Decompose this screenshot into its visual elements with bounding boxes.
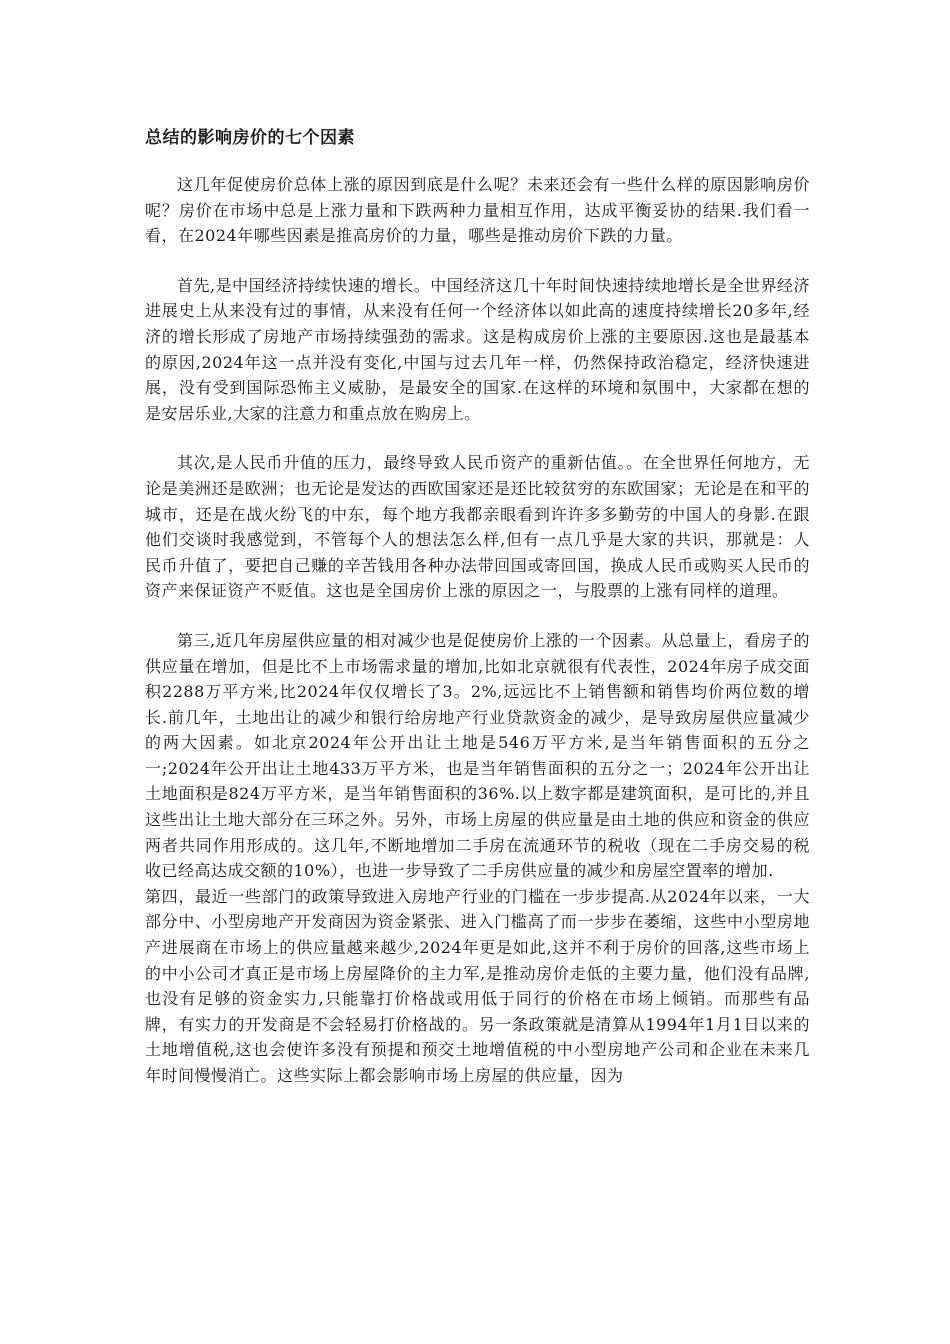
paragraph-intro: 这几年促使房价总体上涨的原因到底是什么呢？未来还会有一些什么样的原因影响房价呢？房价在市场中总是上涨力量和下跌两种力量相互作用，达成平衡妥协的结果.我们看一看，在2024年哪些因素是推高房价的力量，哪些是推动房价下跌的力量。	[145, 175, 810, 246]
document-page	[145, 124, 810, 1089]
paragraph-first-factor: 首先,是中国经济持续快速的增长。中国经济这几十年时间快速持续地增长是全世界经济进展史上从来没有过的事情，从来没有任何一个经济体以如此高的速度持续增长20多年,经济的增长形成了房地产市场持续强劲的需求。这是构成房价上涨的主要原因.这也是最基本的原因,2024年这一点并没有变化,中国与过去几年一样，仍然保持政治稳定，经济快速进展，没有受到国际恐怖主义威胁，是最安全的国家.在这样的环境和氛围中，大家都在想的是安居乐业,大家的注意力和重点放在购房上。	[145, 275, 810, 423]
document-title: 总结的影响房价的七个因素	[145, 128, 355, 148]
paragraph-third-factor: 第三,近几年房屋供应量的相对减少也是促使房价上涨的一个因素。从总量上，看房子的供应量在增加，但是比不上市场需求量的增加,比如北京就很有代表性，2024年房子成交面积2288万平方米,比2024年仅仅增长了3。2%,远远比不上销售额和销售均价两位数的增长.前几年，土地出让的减少和银行给房地产行业贷款资金的减少，是导致房屋供应量减少的两大因素。如北京2024年公开出让土地是546万平方米,是当年销售面积的五分之一;2024年公开出让土地433万平方米，也是当年销售面积的五分之一；2024年公开出让土地面积是824万平方米，是当年销售面积的36%.以上数字都是建筑面积，是可比的,并且这些出让土地大部分在三环之外。另外，市场上房屋的供应量是由土地的供应和资金的供应两者共同作用形成的。这几年,不断地增加二手房在流通环节的税收（现在二手房交易的税收已经高达成交额的10%），也进一步导致了二手房供应量的减少和房屋空置率的增加.	[145, 630, 810, 881]
paragraph-second-factor: 其次,是人民币升值的压力，最终导致人民币资产的重新估值。。在全世界任何地方，无论是美洲还是欧洲；也无论是发达的西欧国家还是还比较贫穷的东欧国家；无论是在和平的城市，还是在战火纷飞的中东，每个地方我都亲眼看到许许多多勤劳的中国人的身影.在跟他们交谈时我感觉到，不管每个人的想法怎么样,但有一点几乎是大家的共识，那就是：人民币升值了，要把自己赚的辛苦钱用各种办法带回国或寄回国，换成人民币或购买人民币的资产来保证资产不贬值。这也是全国房价上涨的原因之一，与股票的上涨有同样的道理。	[145, 453, 810, 601]
paragraph-fourth-factor: 第四，最近一些部门的政策导致进入房地产行业的门槛在一步步提高.从2024年以来，一大部分中、小型房地产开发商因为资金紧张、进入门槛高了而一步步在萎缩，这些中小型房地产进展商在市场上的供应量越来越少,2024年更是如此,这并不利于房价的回落,这些市场上的中小公司才真正是市场上房屋降价的主力军,是推动房价走低的主要力量，他们没有品牌,也没有足够的资金实力,只能靠打价格战或用低于同行的价格在市场上倾销。而那些有品牌，有实力的开发商是不会轻易打价格战的。另一条政策就是清算从1994年1月1日以来的土地增值税,这也会使许多没有预提和预交土地增值税的中小型房地产公司和企业在未来几年时间慢慢消亡。这些实际上都会影响市场上房屋的供应量，因为	[145, 886, 810, 1085]
